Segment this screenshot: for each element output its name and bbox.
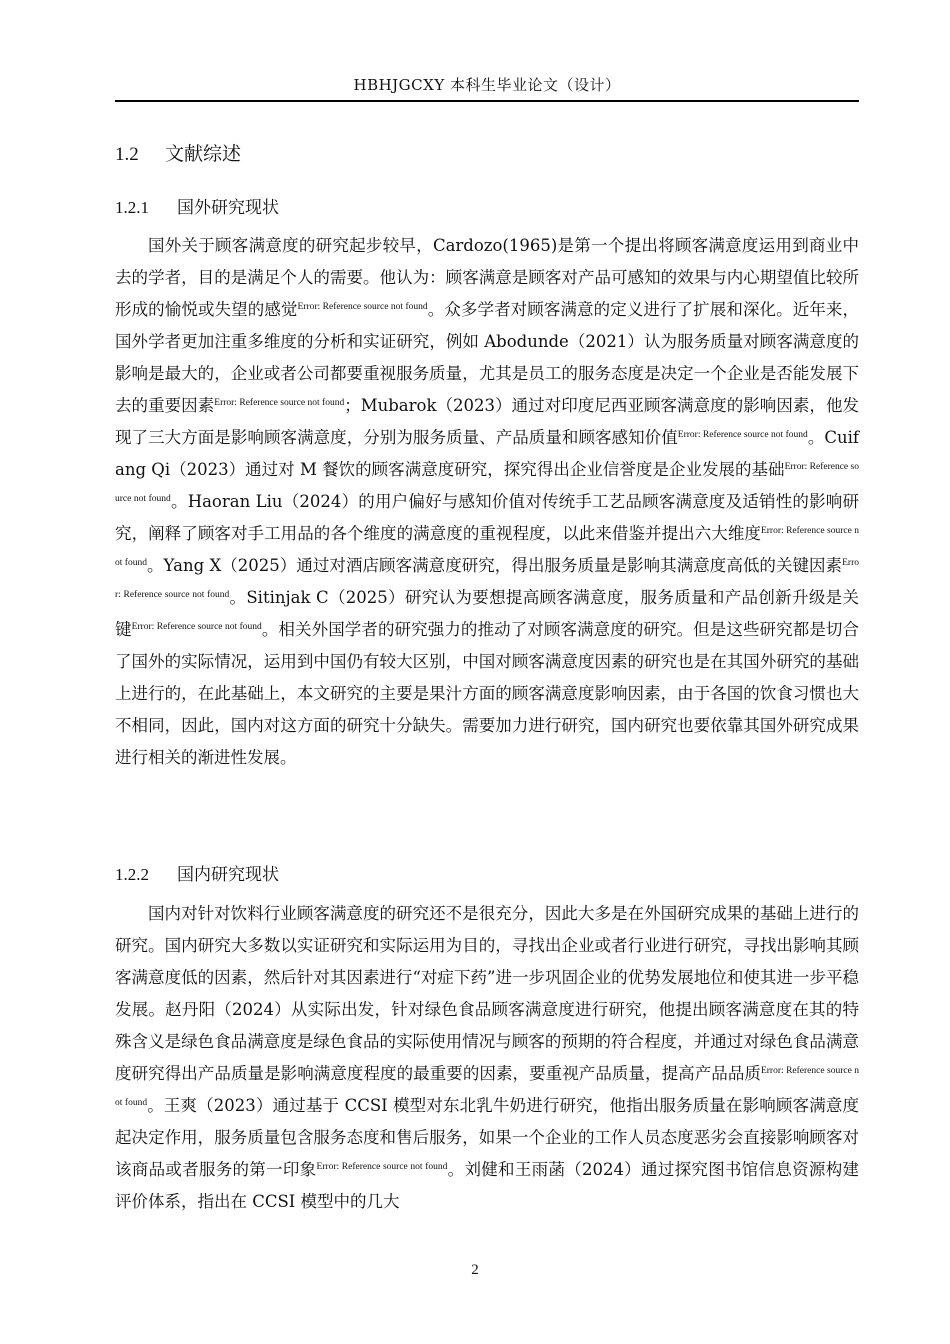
paragraph-foreign-research bbox=[115, 230, 859, 774]
reference-error[interactable]: Error: Reference source not found bbox=[677, 430, 808, 440]
reference-error[interactable]: Error: Reference source not found bbox=[316, 1162, 448, 1172]
text-run: 。Haoran Liu（2024）的用户偏好与感知价值对传统手工艺品顾客满意度及适销性的影响研究，阐释了顾客对手工用品的各个维度的满意度的重视程度，以此来借鉴并提出六大维度 bbox=[115, 492, 859, 543]
section-title: 文献综述 bbox=[165, 143, 242, 165]
reference-error[interactable]: Error: Reference source not found bbox=[297, 302, 428, 312]
text-run: 国外关于顾客满意度的研究起步较早，Cardozo(1965)是第一个提出将顾客满意度运用到商业中去的学者，目的是满足个人的需要。他认为：顾客满意是顾客对产品可感知的效果与内心期望值比较所形成的愉悦或失望的感觉 bbox=[115, 236, 859, 319]
page-number: 2 bbox=[471, 1262, 479, 1278]
paragraph-domestic-research bbox=[115, 898, 859, 1218]
reference-error[interactable]: Error: Reference source not found bbox=[214, 398, 345, 408]
subsection-number: 1.2.1 bbox=[115, 198, 149, 217]
subsection-title: 国外研究现状 bbox=[177, 198, 279, 218]
running-header: HBHJGCXY 本科生毕业论文（设计） bbox=[353, 76, 621, 94]
reference-error[interactable]: Error: Reference source not found bbox=[115, 1066, 859, 1108]
section-heading bbox=[115, 139, 241, 166]
subsection-heading-foreign bbox=[115, 193, 279, 218]
reference-error[interactable]: Error: Reference source not found bbox=[131, 622, 262, 632]
header-divider bbox=[115, 100, 859, 102]
text-run: ；Mubarok（2023）通过对印度尼西亚顾客满意度的影响因素，他发现了三大方面是影响顾客满意度，分别为服务质量、产品质量和顾客感知价值 bbox=[115, 396, 859, 447]
text-run: 。众多学者对顾客满意的定义进行了扩展和深化。近年来，国外学者更加注重多维度的分析和实证研究，例如 Abodunde（2021）认为服务质量对顾客满意度的影响是最大的，企业或者公司都要重视服务质量，尤其是员工的服务态度是决定一个企业是否能发展下去的重要因素 bbox=[115, 300, 859, 415]
reference-error[interactable]: Error: Reference source not found bbox=[115, 462, 859, 504]
reference-error[interactable]: Error: Reference source not found bbox=[115, 558, 859, 600]
text-run: 。Cuifang Qi（2023）通过对 M 餐饮的顾客满意度研究，探究得出企业信誉度是企业发展的基础 bbox=[115, 428, 860, 479]
text-run: 。相关外国学者的研究强力的推动了对顾客满意度的研究。但是这些研究都是切合了国外的实际情况，运用到中国仍有较大区别，中国对顾客满意度因素的研究也是在其国外研究的基础上进行的，在此基础上，本文研究的主要是果汁方面的顾客满意度影响因素，由于各国的饮食习惯也大不相同，因此，国内对这方面的研究十分缺失。需要加力进行研究，国内研究也要依靠其国外研究成果进行相关的渐进性发展。 bbox=[115, 620, 859, 767]
section-number: 1.2 bbox=[115, 144, 139, 165]
text-run: 。刘健和王雨菡（2024）通过探究图书馆信息资源构建评价体系，指出在 CCSI 模型中的几大 bbox=[115, 1160, 859, 1211]
text-run: 。Yang X（2025）通过对酒店顾客满意度研究，得出服务质量是影响其满意度高低的关键因素 bbox=[146, 556, 843, 575]
subsection-heading-domestic bbox=[115, 860, 279, 885]
text-run: 。王爽（2023）通过基于 CCSI 模型对东北乳牛奶进行研究，他指出服务质量在影响顾客满意度起决定作用，服务质量包含服务态度和售后服务，如果一个企业的工作人员态度恶劣会直接影响顾客对该商品或者服务的第一印象 bbox=[115, 1096, 859, 1179]
text-run: 。Sitinjak C（2025）研究认为要想提高顾客满意度，服务质量和产品创新升级是关键 bbox=[115, 588, 859, 639]
subsection-number: 1.2.2 bbox=[115, 865, 149, 884]
text-run: 国内对针对饮料行业顾客满意度的研究还不是很充分，因此大多是在外国研究成果的基础上进行的研究。国内研究大多数以实证研究和实际运用为目的，寻找出企业或者行业进行研究，寻找出影响其顾客满意度低的因素，然后针对其因素进行“对症下药”进一步巩固企业的优势发展地位和使其进一步平稳发展。赵丹阳（2024）从实际出发，针对绿色食品顾客满意度进行研究，他提出顾客满意度在其的特殊含义是绿色食品满意度是绿色食品的实际使用情况与顾客的预期的符合程度，并通过对绿色食品满意度研究得出产品质量是影响满意度程度的最重要的因素，要重视产品质量，提高产品品质 bbox=[115, 904, 859, 1083]
reference-error[interactable]: Error: Reference source not found bbox=[115, 526, 859, 568]
subsection-title: 国内研究现状 bbox=[177, 865, 279, 885]
